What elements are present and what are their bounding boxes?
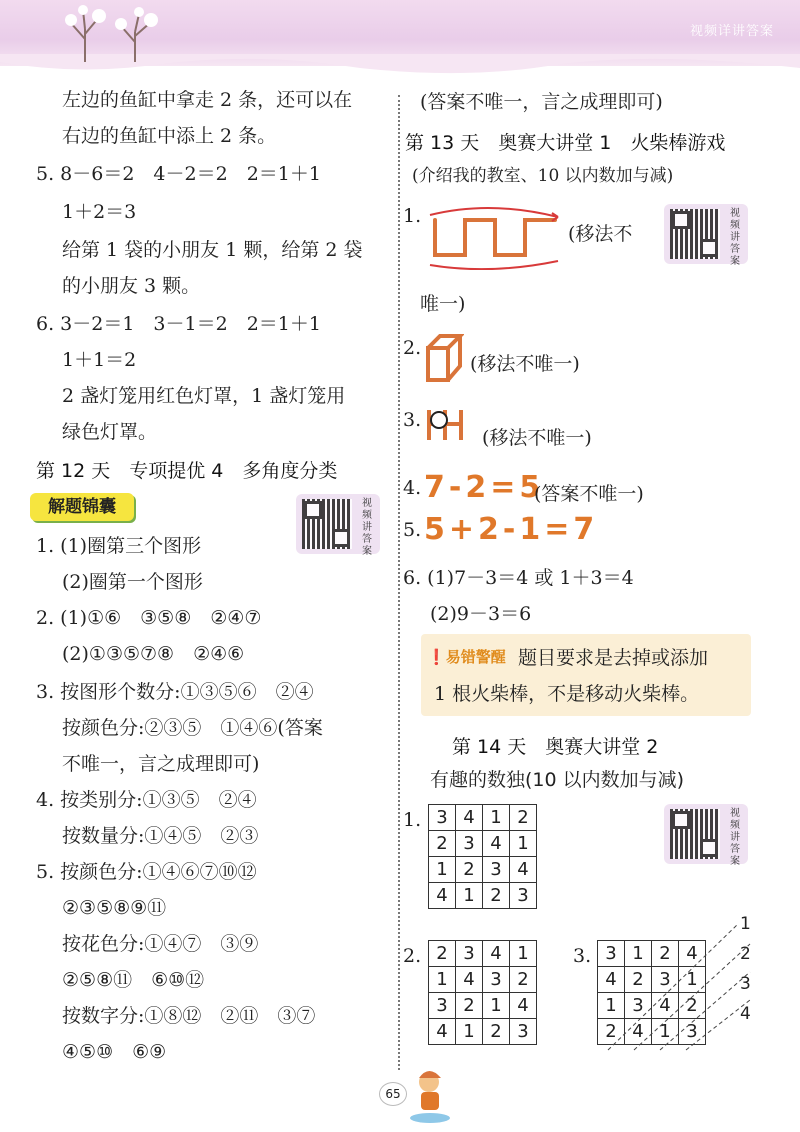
- qr-icon: [670, 809, 720, 859]
- text-line: 左边的鱼缸中拿走 2 条，还可以在: [62, 89, 353, 111]
- grid-cell: 2: [598, 1019, 625, 1045]
- matchstick-figure-1: [425, 200, 565, 270]
- item-line: (2)圈第一个图形: [62, 571, 203, 593]
- day13-subheading: (介绍我的教室、10 以内数加与减): [412, 166, 674, 186]
- grid-cell: 1: [652, 1019, 679, 1045]
- diag-number: 2: [740, 944, 751, 964]
- item-line: 1. (1)圈第三个图形: [36, 535, 202, 557]
- answer-label: 1.: [403, 205, 422, 227]
- item-line: 按花色分:①④⑦ ③⑨: [62, 933, 259, 955]
- diag-number: 4: [740, 1004, 751, 1024]
- answer-label: 5.: [403, 519, 422, 541]
- text-line: 1＋1＝2: [62, 349, 137, 371]
- grid-cell: 3: [483, 857, 510, 883]
- grid-cell: 1: [483, 993, 510, 1019]
- answer-6b: (2)9－3＝6: [430, 603, 532, 625]
- grid-cell: 3: [429, 993, 456, 1019]
- answer-note: (移法不: [568, 223, 633, 245]
- grid-cell: 1: [510, 831, 537, 857]
- grid-cell: 2: [652, 941, 679, 967]
- qr-code[interactable]: [664, 804, 748, 867]
- diag-number: 1: [740, 914, 751, 934]
- day12-heading: 第 12 天 专项提优 4 多角度分类: [36, 460, 338, 482]
- grid-cell: 4: [483, 831, 510, 857]
- matchstick-figure-2: [424, 330, 464, 386]
- grid-cell: 4: [598, 967, 625, 993]
- warning-text: 题目要求是去掉或添加: [518, 647, 709, 669]
- item-line: 不唯一，言之成理即可): [62, 753, 260, 775]
- note-line: (答案不唯一，言之成理即可): [420, 91, 663, 113]
- grid-cell: 1: [429, 967, 456, 993]
- day14-subheading: 有趣的数独(10 以内数加与减): [430, 769, 685, 791]
- grid-cell: 3: [429, 805, 456, 831]
- grid-cell: 1: [456, 1019, 483, 1045]
- qr-code[interactable]: [296, 494, 380, 557]
- tree-illustration: [55, 4, 175, 62]
- item-line: 按数字分:①⑧⑫ ②⑪ ③⑦: [62, 1005, 316, 1027]
- grid-cell: 2: [679, 993, 706, 1019]
- grid-cell: 4: [483, 941, 510, 967]
- answer-note: (答案不唯一): [534, 483, 644, 505]
- answer-6a: 6. (1)7－3＝4 或 1＋3＝4: [403, 567, 634, 589]
- grid-cell: 1: [456, 883, 483, 909]
- sudoku-grid-1: [428, 804, 537, 909]
- grid-cell: 1: [679, 967, 706, 993]
- grid-cell: 3: [679, 1019, 706, 1045]
- grid-cell: 4: [625, 1019, 652, 1045]
- grid-cell: 4: [456, 967, 483, 993]
- grid-cell: 2: [456, 993, 483, 1019]
- grid-cell: 4: [510, 857, 537, 883]
- grid-cell: 1: [598, 993, 625, 1019]
- answer-5: 5. 8－6＝2 4－2＝2 2＝1＋1: [36, 163, 321, 185]
- item-line: (2)①③⑤⑦⑧ ②④⑥: [62, 643, 245, 665]
- grid-cell: 4: [429, 883, 456, 909]
- warning-tag: [427, 646, 506, 667]
- sudoku-grid-2: [428, 940, 537, 1045]
- answer-label: 2.: [403, 337, 422, 359]
- grid-cell: 3: [625, 993, 652, 1019]
- item-line: 5. 按颜色分:①④⑥⑦⑩⑫: [36, 861, 257, 883]
- tips-tag: 解题锦囊: [30, 493, 134, 521]
- grid-cell: 3: [456, 831, 483, 857]
- grid-cell: 2: [510, 967, 537, 993]
- qr-label: 视频讲答案: [730, 808, 740, 867]
- day14-heading: 第 14 天 奥赛大讲堂 2: [452, 736, 659, 758]
- answer-note: (移法不唯一): [482, 427, 592, 449]
- answer-note: (移法不唯一): [470, 353, 580, 375]
- grid-cell: 2: [429, 941, 456, 967]
- grid-cell: 2: [483, 1019, 510, 1045]
- grid-cell: 2: [510, 805, 537, 831]
- alert-icon: ❗: [427, 648, 446, 666]
- answer-label: 3.: [573, 945, 592, 967]
- answer-label: 3.: [403, 409, 422, 431]
- text-line: 1＋2＝3: [62, 201, 137, 223]
- grid-cell: 2: [456, 857, 483, 883]
- grid-cell: 4: [679, 941, 706, 967]
- qr-code[interactable]: [664, 204, 748, 267]
- grid-cell: 1: [625, 941, 652, 967]
- text-line: 给第 1 袋的小朋友 1 颗，给第 2 袋: [62, 239, 363, 261]
- text-line: 的小朋友 3 颗。: [62, 275, 201, 297]
- grid-cell: 4: [456, 805, 483, 831]
- qr-icon: [302, 499, 352, 549]
- grid-cell: 3: [483, 967, 510, 993]
- answer-6: 6. 3－2＝1 3－1＝2 2＝1＋1: [36, 313, 321, 335]
- diagonal-guide-lines: [590, 910, 760, 1060]
- grid-cell: 4: [429, 1019, 456, 1045]
- item-line: ②⑤⑧⑪ ⑥⑩⑫: [62, 969, 205, 991]
- text-line: 右边的鱼缸中添上 2 条。: [62, 125, 277, 147]
- qr-label: 视频讲答案: [730, 208, 740, 267]
- column-divider: [398, 95, 400, 1070]
- grid-cell: 3: [456, 941, 483, 967]
- item-line: 3. 按图形个数分:①③⑤⑥ ②④: [36, 681, 314, 703]
- item-line: ④⑤⑩ ⑥⑨: [62, 1041, 167, 1063]
- answer-label: 4.: [403, 477, 422, 499]
- day13-heading: 第 13 天 奥赛大讲堂 1 火柴棒游戏: [405, 132, 726, 154]
- qr-label: 视频讲答案: [362, 498, 372, 557]
- video-answer-label: 视频详讲答案: [689, 24, 774, 39]
- answer-label: 2.: [403, 945, 422, 967]
- qr-icon: [670, 209, 720, 259]
- grid-cell: 4: [510, 993, 537, 1019]
- warning-tag-label: 易错警醒: [445, 648, 506, 666]
- grid-cell: 3: [598, 941, 625, 967]
- text-line: 绿色灯罩。: [62, 421, 158, 443]
- matchstick-equation: 5+2-1=7: [424, 512, 599, 547]
- answer-label: 1.: [403, 809, 422, 831]
- grid-cell: 4: [652, 993, 679, 1019]
- grid-cell: 2: [625, 967, 652, 993]
- grid-cell: 3: [510, 1019, 537, 1045]
- item-line: ②③⑤⑧⑨⑪: [62, 897, 167, 919]
- diag-number: 3: [740, 974, 751, 994]
- matchstick-figure-3: [425, 404, 473, 444]
- grid-cell: 3: [652, 967, 679, 993]
- grid-cell: 1: [429, 857, 456, 883]
- mascot-illustration: [405, 1066, 455, 1126]
- answer-note: 唯一): [420, 293, 466, 315]
- item-line: 按数量分:①④⑤ ②③: [62, 825, 259, 847]
- item-line: 2. (1)①⑥ ③⑤⑧ ②④⑦: [36, 607, 262, 629]
- matchstick-equation: 7-2=5: [424, 470, 545, 505]
- grid-cell: 1: [483, 805, 510, 831]
- item-line: 按颜色分:②③⑤ ①④⑥(答案: [62, 717, 323, 739]
- grid-cell: 2: [429, 831, 456, 857]
- text-line: 2 盏灯笼用红色灯罩，1 盏灯笼用: [62, 385, 346, 407]
- item-line: 4. 按类别分:①③⑤ ②④: [36, 789, 257, 811]
- grid-cell: 3: [510, 883, 537, 909]
- grid-cell: 1: [510, 941, 537, 967]
- page-number: 65: [379, 1082, 407, 1106]
- warning-text: 1 根火柴棒，不是移动火柴棒。: [434, 683, 700, 705]
- grid-cell: 2: [483, 883, 510, 909]
